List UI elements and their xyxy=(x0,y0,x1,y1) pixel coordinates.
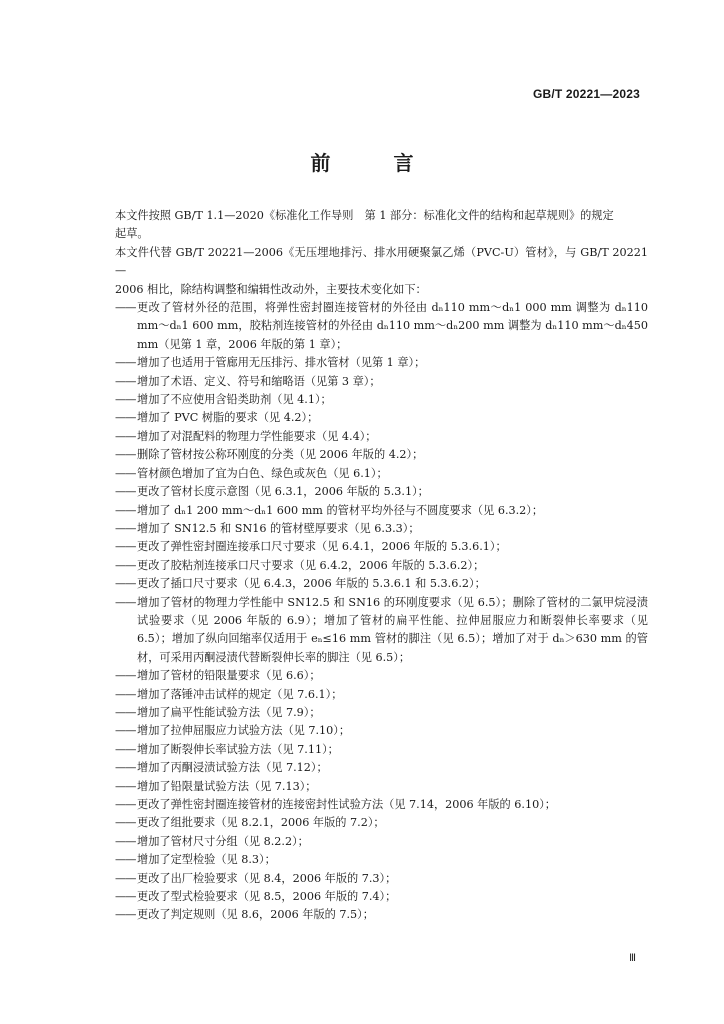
list-dash: —— xyxy=(115,687,136,701)
paragraph xyxy=(115,244,648,299)
list-item-text: 增加了断裂伸长率试验方法（见 7.11）； xyxy=(137,742,339,756)
list-dash: —— xyxy=(115,374,136,388)
list-item xyxy=(115,465,648,483)
list-dash: —— xyxy=(115,761,136,775)
list-item xyxy=(115,870,648,888)
list-item-text: 增加了扁平性能试验方法（见 7.9）； xyxy=(137,705,321,719)
list-dash: —— xyxy=(115,466,136,480)
list-item xyxy=(115,704,648,722)
list-dash: —— xyxy=(115,742,136,756)
list-item-text: 增加了 SN12.5 和 SN16 的管材壁厚要求（见 6.3.3）； xyxy=(137,521,420,535)
list-dash: —— xyxy=(115,816,136,830)
list-item xyxy=(115,722,648,740)
list-item-text: 增加了拉伸屈服应力试验方法（见 7.10）； xyxy=(137,724,351,738)
list-item-text: 删除了管材按公称环刚度的分类（见 2006 年版的 4.2）； xyxy=(137,448,424,462)
list-item xyxy=(115,759,648,777)
list-item xyxy=(115,575,648,593)
list-item-text: 增加了管材尺寸分组（见 8.2.2）； xyxy=(137,834,309,848)
list-item-text: 更改了组批要求（见 8.2.1，2006 年版的 7.2）； xyxy=(137,816,385,830)
document-body xyxy=(115,207,648,925)
list-item-text: 增加了 dₙ1 200 mm～dₙ1 600 mm 的管材平均外径与不圆度要求（见 6.3.2）； xyxy=(137,503,544,517)
list-item-text: 更改了型式检验要求（见 8.5，2006 年版的 7.4）； xyxy=(137,890,397,904)
list-item-text: 增加了丙酮浸渍试验方法（见 7.12）； xyxy=(137,761,328,775)
list-item-text: 增加了定型检验（见 8.3）； xyxy=(137,853,276,867)
list-dash: —— xyxy=(115,705,136,719)
list-dash: —— xyxy=(115,540,136,554)
list-item xyxy=(115,391,648,409)
list-item-text: 增加了管材的物理力学性能中 SN12.5 和 SN16 的环刚度要求（见 6.5）；删除了管材的二氯甲烷浸渍试验要求（见 2006 年版的 6.9）；增加了管材的扁平性能、拉伸屈服应力和断裂伸长率要求（见 6.5）；增加了纵向回缩率仅适用于 eₙ≤16 mm 管材的脚注（见 6.5）；增加了对于 dₙ＞630 mm 的管材，可采用丙酮浸渍代替断裂伸长率的脚注（见 6.5）； xyxy=(137,595,648,664)
list-dash: —— xyxy=(115,908,136,922)
change-list xyxy=(115,299,648,925)
list-item xyxy=(115,888,648,906)
list-dash: —— xyxy=(115,577,136,591)
list-dash: —— xyxy=(115,853,136,867)
standard-code: GB/T 20221—2023 xyxy=(532,87,640,101)
list-item-text: 增加了管材的铅限量要求（见 6.6）； xyxy=(137,669,321,683)
paragraph-line: 本文件代替 GB/T 20221—2006《无压埋地排污、排水用硬聚氯乙烯（PVC-U）管材》，与 GB/T 20221— xyxy=(115,245,648,278)
list-item-text: 更改了出厂检验要求（见 8.4，2006 年版的 7.3）； xyxy=(137,871,397,885)
list-dash: —— xyxy=(115,301,136,315)
list-item-text: 管材颜色增加了宜为白色、绿色或灰色（见 6.1）； xyxy=(137,466,388,480)
list-dash: —— xyxy=(115,503,136,517)
list-dash: —— xyxy=(115,429,136,443)
list-item xyxy=(115,299,648,354)
list-item xyxy=(115,814,648,832)
list-dash: —— xyxy=(115,890,136,904)
list-item xyxy=(115,594,648,668)
list-item xyxy=(115,483,648,501)
list-dash: —— xyxy=(115,521,136,535)
list-item-text: 更改了管材长度示意图（见 6.3.1，2006 年版的 5.3.1）； xyxy=(137,485,429,499)
list-item xyxy=(115,354,648,372)
paragraph-line: 起草。 xyxy=(115,227,149,241)
page-title: 前 言 xyxy=(310,151,442,175)
list-item-text: 增加了不应使用含铅类助剂（见 4.1）； xyxy=(137,393,332,407)
list-dash: —— xyxy=(115,834,136,848)
list-item xyxy=(115,667,648,685)
list-item xyxy=(115,538,648,556)
list-item xyxy=(115,502,648,520)
list-item xyxy=(115,833,648,851)
list-item xyxy=(115,373,648,391)
list-item xyxy=(115,409,648,427)
list-dash: —— xyxy=(115,779,136,793)
list-dash: —— xyxy=(115,411,136,425)
list-dash: —— xyxy=(115,448,136,462)
list-dash: —— xyxy=(115,798,136,811)
list-item xyxy=(115,906,648,924)
list-item xyxy=(115,428,648,446)
list-item-text: 更改了弹性密封圈连接管材的连接密封性试验方法（见 7.14，2006 年版的 6.10）； xyxy=(137,798,556,811)
list-item-text: 增加了对混配料的物理力学性能要求（见 4.4）； xyxy=(137,429,377,443)
paragraph-line: 本文件按照 GB/T 1.1—2020《标准化工作导则 第 1 部分：标准化文件的结构和起草规则》的规定 xyxy=(115,209,614,222)
list-item xyxy=(115,686,648,704)
list-item-text: 增加了落锤冲击试样的规定（见 7.6.1）； xyxy=(137,687,343,701)
list-dash: —— xyxy=(115,393,136,407)
list-item-text: 增加了铅限量试验方法（见 7.13）； xyxy=(137,779,317,793)
list-item xyxy=(115,557,648,575)
list-dash: —— xyxy=(115,485,136,499)
list-item-text: 更改了判定规则（见 8.6，2006 年版的 7.5）； xyxy=(137,908,374,922)
list-item xyxy=(115,741,648,759)
list-item-text: 增加了 PVC 树脂的要求（见 4.2）； xyxy=(137,411,319,425)
page-number: Ⅲ xyxy=(629,953,636,964)
paragraph-line: 2006 相比，除结构调整和编辑性改动外，主要技术变化如下： xyxy=(115,282,427,296)
list-item-text: 更改了插口尺寸要求（见 6.4.3，2006 年版的 5.3.6.1 和 5.3.6.2）； xyxy=(137,577,486,591)
list-item xyxy=(115,796,648,814)
list-item xyxy=(115,520,648,538)
list-dash: —— xyxy=(115,558,136,572)
list-item-text: 更改了胶粘剂连接承口尺寸要求（见 6.4.2，2006 年版的 5.3.6.2）； xyxy=(137,558,485,572)
list-item-text: 增加了也适用于管廊用无压排污、排水管材（见第 1 章）； xyxy=(137,356,426,370)
list-dash: —— xyxy=(115,356,136,370)
list-dash: —— xyxy=(115,595,136,609)
list-dash: —— xyxy=(115,871,136,885)
list-item xyxy=(115,851,648,869)
list-item-text: 更改了弹性密封圈连接承口尺寸要求（见 6.4.1，2006 年版的 5.3.6.1）； xyxy=(137,540,507,554)
list-item-text: 增加了术语、定义、符号和缩略语（见第 3 章）； xyxy=(137,374,381,388)
paragraph xyxy=(115,207,648,244)
list-item xyxy=(115,446,648,464)
list-item xyxy=(115,778,648,796)
list-dash: —— xyxy=(115,669,136,683)
list-item-text: 更改了管材外径的范围，将弹性密封圈连接管材的外径由 dₙ110 mm～dₙ1 000 mm 调整为 dₙ110 mm～dₙ1 600 mm，胶粘剂连接管材的外径由 dₙ110 mm～dₙ200 mm 调整为 dₙ110 mm～dₙ450 mm（见第 1 章，2006 年版的第 1 章）； xyxy=(137,301,648,351)
list-dash: —— xyxy=(115,724,136,738)
